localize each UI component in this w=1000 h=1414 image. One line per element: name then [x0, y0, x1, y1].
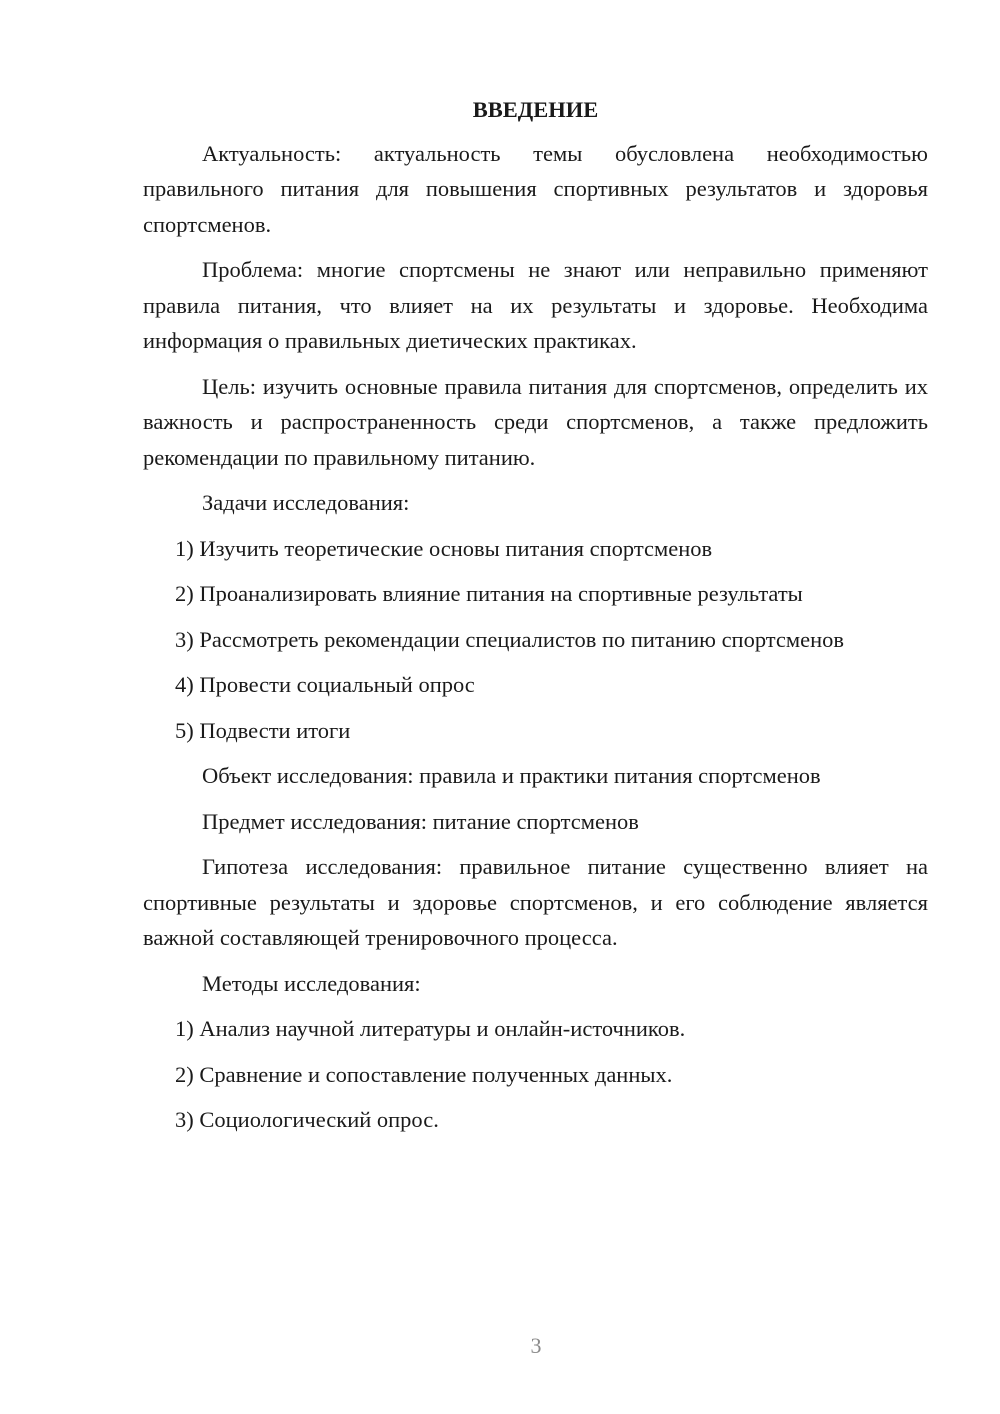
hypothesis-paragraph: Гипотеза исследования: правильное питание существенно влияет на спортивные результаты и здоровье спортсменов, и его соблюдение является важной составляющей тренировочного процесса. — [143, 854, 928, 950]
list-item: 2) Проанализировать влияние питания на спортивные результаты — [175, 581, 803, 606]
methods-list — [143, 1011, 928, 1138]
tasks-list — [143, 531, 928, 749]
list-item: 3) Рассмотреть рекомендации специалистов по питанию спортсменов — [175, 626, 845, 652]
goal-paragraph: Цель: изучить основные правила питания для спортсменов, определить их важность и распространенность среди спортсменов, а также предложить рекомендации по правильному питанию. — [143, 373, 928, 470]
problem-paragraph: Проблема: многие спортсмены не знают или неправильно применяют правила питания, что влияет на их результаты и здоровье. Необходима информация о правильных диетических практиках. — [143, 257, 928, 353]
page-number: 3 — [530, 1333, 542, 1358]
list-item: 4) Провести социальный опрос — [175, 672, 475, 697]
methods-heading: Методы исследования: — [202, 970, 421, 996]
list-item: 5) Подвести итоги — [175, 717, 351, 743]
section-title: ВВЕДЕНИЕ — [472, 97, 599, 122]
list-item: 2) Сравнение и сопоставление полученных данных. — [175, 1061, 673, 1087]
object-line: Объект исследования: правила и практики питания спортсменов — [202, 763, 821, 788]
list-item: 1) Изучить теоретические основы питания спортсменов — [175, 535, 713, 561]
list-item: 1) Анализ научной литературы и онлайн-источников. — [175, 1016, 686, 1041]
tasks-heading: Задачи исследования: — [202, 490, 410, 515]
page-body — [143, 92, 928, 1148]
list-item: 3) Социологический опрос. — [175, 1107, 439, 1132]
relevance-paragraph: Актуальность: актуальность темы обусловлена необходимостью правильного питания для повышения спортивных результатов и здоровья спортсменов. — [143, 140, 928, 237]
subject-line: Предмет исследования: питание спортсменов — [202, 808, 639, 834]
